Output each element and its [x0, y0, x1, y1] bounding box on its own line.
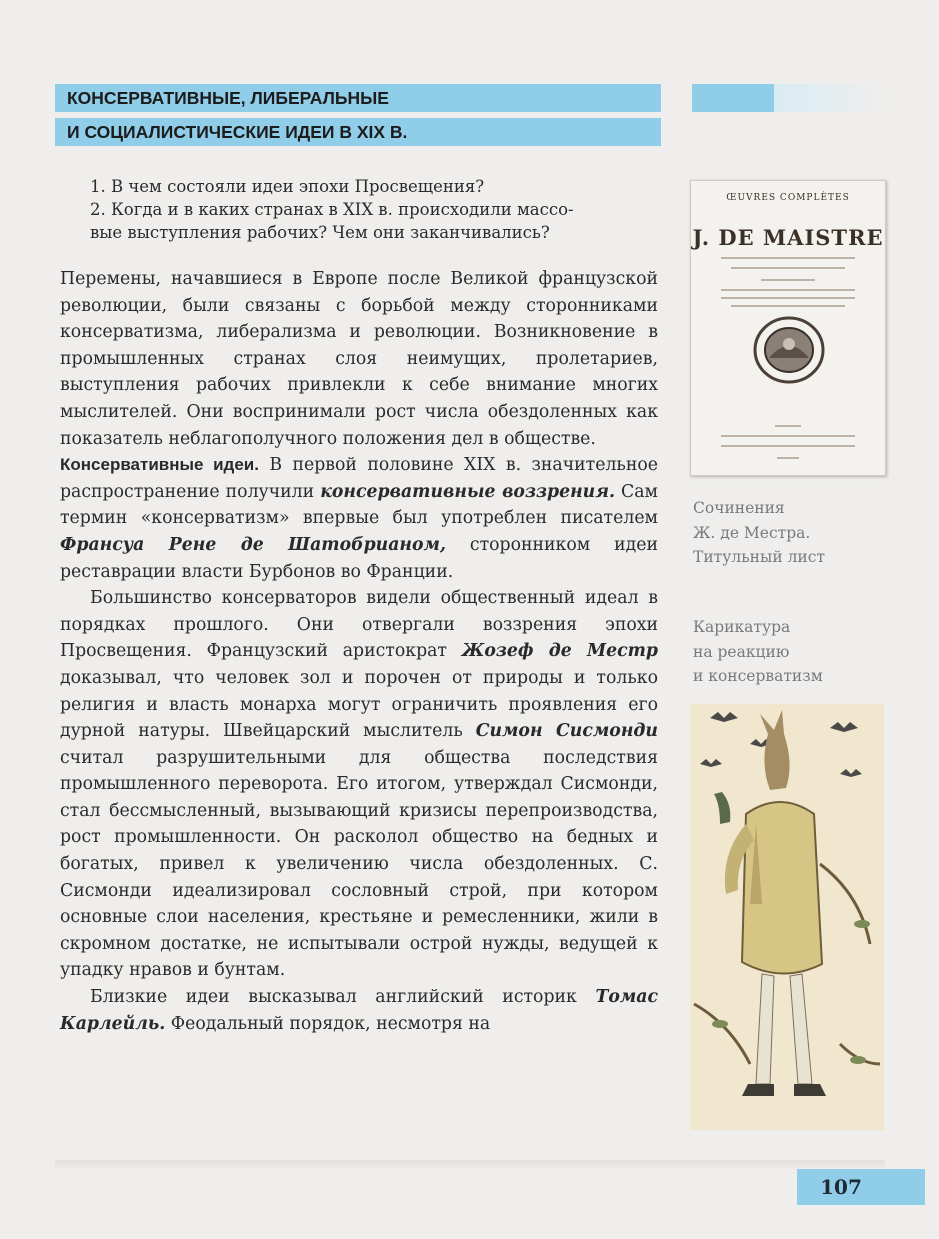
- person-name: Франсуа Рене де Шатобрианом,: [60, 534, 446, 555]
- caption-book: [693, 496, 825, 570]
- cartoon-drawing: [690, 704, 884, 1130]
- page-number: 107: [797, 1169, 925, 1205]
- main-text: [60, 266, 658, 1037]
- question-2-line-2: вые выступления рабочих? Чем они заканчивались?: [90, 223, 550, 242]
- book-author-name: J. DE MAISTRE: [692, 225, 884, 250]
- book-text-line: [777, 457, 799, 459]
- book-text-line: [721, 435, 855, 437]
- book-text-line: [721, 445, 855, 447]
- book-title-page-image: [690, 180, 886, 476]
- question-1: 1. В чем состояли идеи эпохи Просвещения?: [90, 177, 485, 196]
- caption-line: Карикатура: [693, 618, 791, 636]
- publisher-emblem: [751, 314, 827, 386]
- text-span: Большинство консерваторов видели общественный идеал в порядках прошлого. Они отвергали воззрения эпохи Просвещения. Французский аристократ: [60, 588, 658, 662]
- cartoon-illustration: [690, 704, 884, 1130]
- caption-line: и консерватизм: [693, 667, 823, 685]
- section-title-line-1: КОНСЕРВАТИВНЫЕ, ЛИБЕРАЛЬНЫЕ: [55, 84, 661, 112]
- question-2-line-1: 2. Когда и в каких странах в XIX в. происходили массо-: [90, 200, 574, 219]
- person-name: Симон Сисмонди: [475, 721, 659, 742]
- book-series-title: ŒUVRES COMPLÈTES: [726, 193, 850, 203]
- caption-line: Ж. де Местра.: [693, 523, 811, 542]
- sidebar-header-fade: [774, 84, 884, 112]
- book-text-line: [721, 289, 855, 291]
- book-text-line: [775, 425, 801, 427]
- text-span: сторонником идеи реставрации власти Бурбонов во Франции.: [60, 534, 659, 582]
- book-text-line: [731, 305, 845, 307]
- footer-divider: [55, 1160, 885, 1170]
- person-name: Томас Карлейль.: [60, 987, 658, 1034]
- text-span: считал разрушительными для общества последствия промышленного переворота. Его итогом, утверждал Сисмонди, стал бессмысленный, вызывающий кризисы перепроизводства, рост промышленности. Он расколол общество на бедных и богатых, привел к увеличению числа обездоленных. С. Сисмонди идеализировал сословный строй, при котором основные слои населения, крестьяне и ремесленники, жили в скромном достатке, не испытывали острой нужды, ведущей к упадку нравов и бунтам.: [60, 747, 658, 981]
- key-term: консервативные воззрения.: [320, 481, 616, 502]
- caption-line: Титульный лист: [693, 548, 826, 566]
- paragraph-conservatives: [60, 585, 658, 984]
- book-text-line: [721, 297, 855, 299]
- caption-line: Сочинения: [693, 499, 785, 517]
- text-span: Близкие идеи высказывал английский историк: [90, 987, 596, 1008]
- text-span: Сам термин «консерватизм» впервые был употреблен писателем: [60, 481, 658, 529]
- paragraph-carlyle: [60, 984, 658, 1037]
- book-text-line: [731, 267, 845, 269]
- text-span: В первой половине XIX в. значительное распространение получили: [60, 455, 658, 502]
- person-name: Жозеф де Местр: [461, 641, 658, 662]
- text-span: доказывал, что человек зол и порочен от природы и только религия и власть монарха могут ограничить проявления его дурной натуры. Швейцарский мыслитель: [60, 667, 658, 742]
- subsection-heading: Консервативные идеи.: [60, 455, 259, 475]
- book-text-line: [761, 279, 815, 281]
- review-questions: [90, 175, 652, 244]
- paragraph-intro: Перемены, начавшиеся в Европе после Великой французской революции, были связаны с борьбой между сторонниками консерватизма, либерализма и революции. Возникновение в промышленных странах слоя неимущих, пролетариев, выступления рабочих привлекли к себе внимание многих мыслителей. Они воспринимали рост числа обездоленных как показатель неблагополучного положения дел в обществе.: [60, 269, 658, 449]
- paragraph-conservative-ideas: [60, 452, 658, 585]
- caption-cartoon: [693, 615, 823, 689]
- sidebar-header-block: [692, 84, 774, 112]
- section-title-line-2: И СОЦИАЛИСТИЧЕСКИЕ ИДЕИ В XIX В.: [55, 118, 661, 146]
- book-text-line: [721, 257, 855, 259]
- caption-line: на реакцию: [693, 642, 790, 661]
- text-span: Феодальный порядок, несмотря на: [165, 1013, 491, 1034]
